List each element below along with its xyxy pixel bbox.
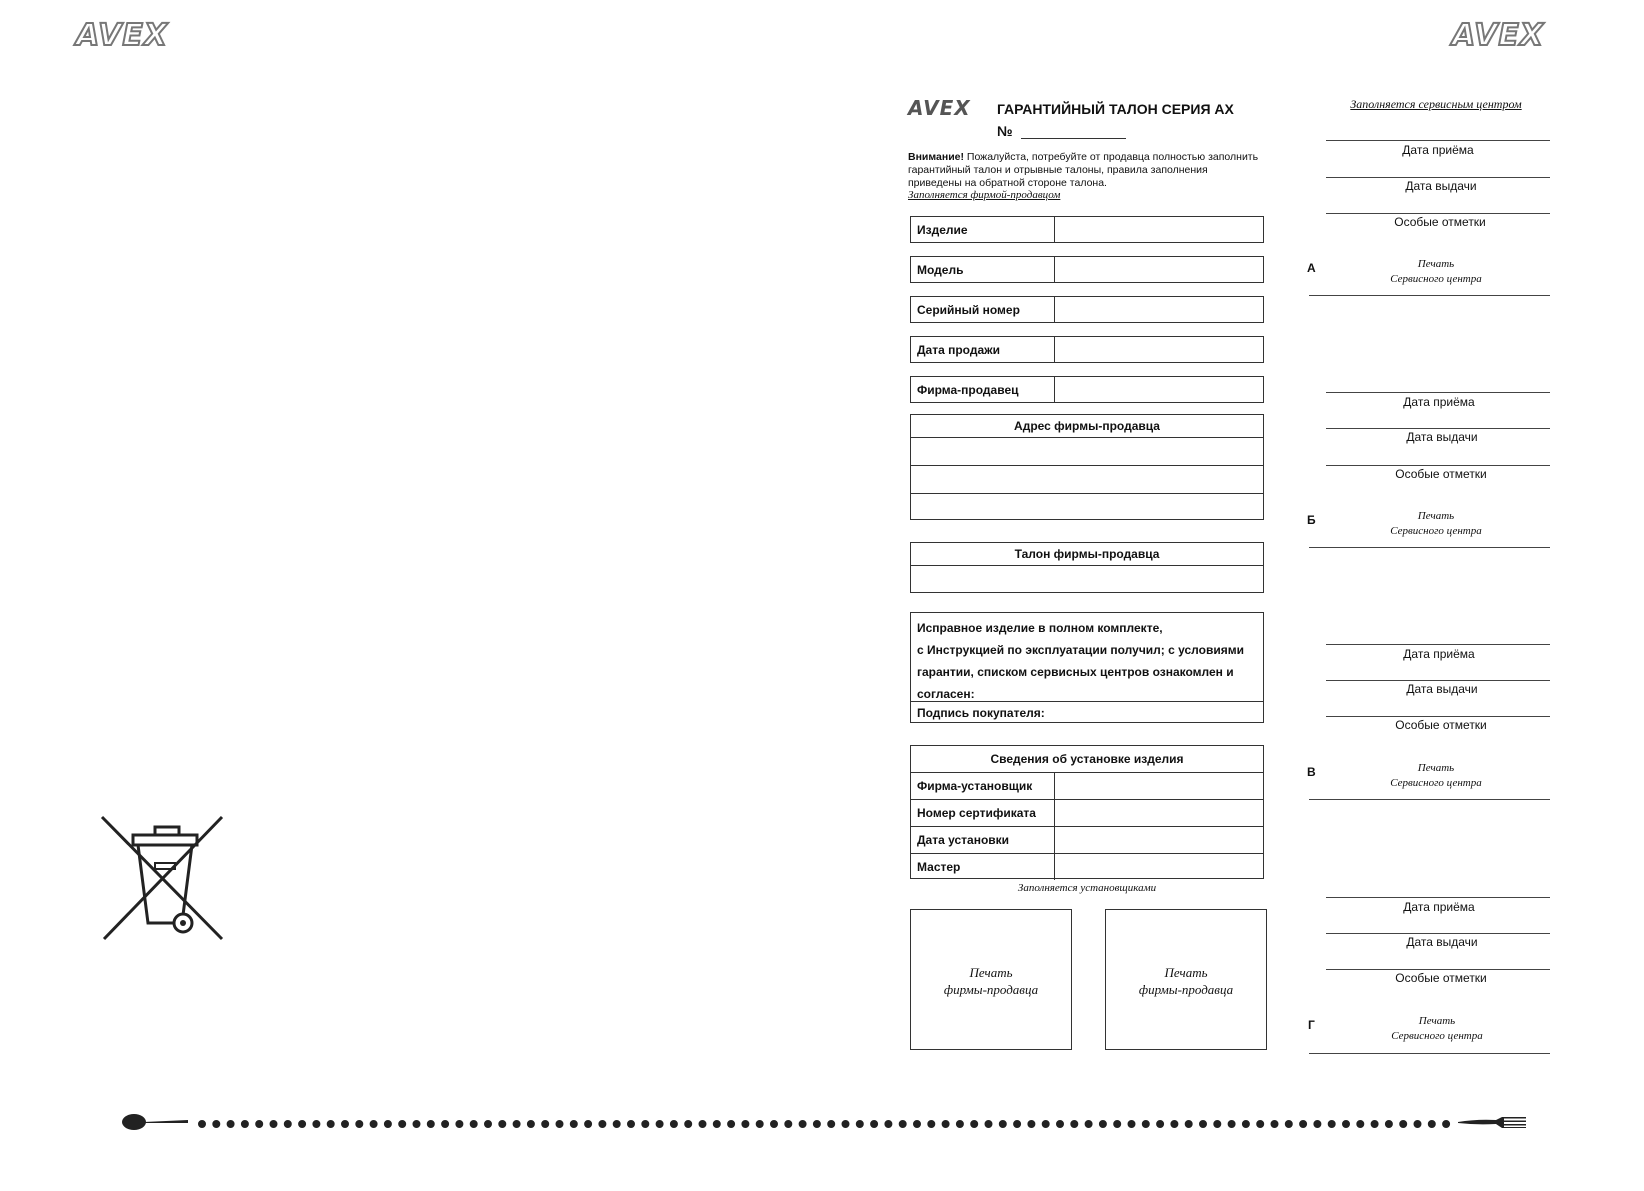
stamp-line-2: Сервисного центра	[1390, 777, 1482, 789]
seller-stamp-text	[1106, 964, 1266, 998]
install-value[interactable]	[1055, 827, 1263, 853]
seller-stamp-box-2	[1105, 909, 1267, 1050]
service-d-date-out: Дата выдачи	[1406, 935, 1478, 949]
seller-stamp-box-1	[910, 909, 1072, 1050]
field-label: Фирма-продавец	[911, 377, 1055, 402]
service-b-line-top	[1326, 392, 1550, 393]
install-row-firm	[911, 773, 1263, 800]
service-c-date-out: Дата выдачи	[1406, 682, 1478, 696]
stamp-line-1: Печать	[1417, 510, 1455, 522]
seller-stamp-line-1: Печать	[1164, 965, 1208, 980]
warning-line-3: приведены на обратной стороне талона.	[908, 177, 1107, 189]
service-c-date-in: Дата приёма	[1403, 647, 1475, 661]
agreement-line-4: согласен:	[917, 687, 975, 701]
service-b-date-out: Дата выдачи	[1406, 430, 1478, 444]
crossed-bin-icon	[100, 815, 224, 943]
service-a-line-3	[1326, 213, 1550, 214]
seller-stamp-line-2: фирмы-продавца	[943, 982, 1039, 997]
install-label: Дата установки	[911, 827, 1055, 853]
address-line-1[interactable]	[911, 438, 1263, 466]
form-number-line	[1021, 138, 1126, 139]
service-c-line-3	[1326, 716, 1550, 717]
brand-logo-right: AVEX	[1452, 18, 1545, 53]
install-row-date	[911, 827, 1263, 854]
service-d-line-bottom	[1309, 1053, 1550, 1054]
install-row-certificate	[911, 800, 1263, 827]
warning-line-1	[908, 151, 1268, 164]
seller-stamp-line-1: Печать	[969, 965, 1013, 980]
brand-logo-left: AVEX	[76, 18, 169, 53]
service-a-date-in: Дата приёма	[1402, 143, 1474, 157]
service-c-line-top	[1326, 644, 1550, 645]
install-block	[910, 745, 1264, 879]
field-sale-date	[910, 336, 1264, 363]
service-a-line-top	[1326, 140, 1550, 141]
stamp-line-2: Сервисного центра	[1390, 525, 1482, 537]
service-d-notes: Особые отметки	[1395, 971, 1487, 985]
service-d-line-3	[1326, 969, 1550, 970]
signature-row[interactable]	[911, 701, 1263, 724]
service-b-notes: Особые отметки	[1395, 467, 1487, 481]
field-value[interactable]	[1055, 217, 1263, 242]
field-label: Модель	[911, 257, 1055, 282]
install-value[interactable]	[1055, 773, 1263, 799]
install-row-master	[911, 854, 1263, 880]
service-b-date-in: Дата приёма	[1403, 395, 1475, 409]
install-label: Фирма-установщик	[911, 773, 1055, 799]
stamp-line-2: Сервисного центра	[1391, 1030, 1483, 1042]
install-label: Номер сертификата	[911, 800, 1055, 826]
service-d-letter: Г	[1308, 1018, 1315, 1032]
service-c-line-2	[1326, 680, 1550, 681]
dotted-line	[196, 1117, 1454, 1129]
service-d-date-in: Дата приёма	[1403, 900, 1475, 914]
service-a-letter: А	[1307, 261, 1316, 275]
warning-line-2: гарантийный талон и отрывные талоны, правила заполнения	[908, 164, 1208, 176]
seller-stamp-text	[911, 964, 1071, 998]
field-value[interactable]	[1055, 297, 1263, 322]
address-line-2[interactable]	[911, 466, 1263, 494]
address-line-3[interactable]	[911, 494, 1263, 521]
form-logo: AVEX	[908, 96, 971, 120]
spoon-icon	[122, 1112, 192, 1132]
field-label: Дата продажи	[911, 337, 1055, 362]
agreement-line-1: Исправное изделие в полном комплекте,	[917, 621, 1163, 635]
warning-text-1: Пожалуйста, потребуйте от продавца полностью заполнить	[963, 151, 1259, 163]
field-serial	[910, 296, 1264, 323]
service-c-line-bottom	[1309, 799, 1550, 800]
seller-coupon-field[interactable]	[911, 566, 1263, 593]
field-label: Изделие	[911, 217, 1055, 242]
seller-stamp-line-2: фирмы-продавца	[1138, 982, 1234, 997]
address-block	[910, 414, 1264, 520]
seller-note: Заполняется фирмой-продавцом	[908, 189, 1061, 201]
field-model	[910, 256, 1264, 283]
agreement-line-3: гарантии, списком сервисных центров ознакомлен и	[917, 665, 1234, 679]
service-b-line-3	[1326, 465, 1550, 466]
service-b-stamp	[1346, 509, 1526, 539]
address-header: Адрес фирмы-продавца	[911, 415, 1263, 438]
service-d-line-2	[1326, 933, 1550, 934]
service-header: Заполняется сервисным центром	[1350, 97, 1522, 111]
service-a-line-bottom	[1309, 295, 1550, 296]
seller-coupon-header: Талон фирмы-продавца	[911, 543, 1263, 566]
install-value[interactable]	[1055, 800, 1263, 826]
warning-label: Внимание!	[908, 151, 964, 163]
service-b-letter: Б	[1307, 513, 1316, 527]
seller-coupon-block	[910, 542, 1264, 593]
field-value[interactable]	[1055, 257, 1263, 282]
service-c-letter: В	[1307, 765, 1316, 779]
service-a-date-out: Дата выдачи	[1405, 179, 1477, 193]
field-product	[910, 216, 1264, 243]
warning-text	[908, 151, 1268, 190]
form-number-label: №	[997, 123, 1013, 139]
service-a-stamp	[1346, 257, 1526, 287]
field-seller	[910, 376, 1264, 403]
stamp-line-1: Печать	[1417, 762, 1455, 774]
signature-label: Подпись покупателя:	[917, 706, 1045, 720]
service-c-stamp	[1346, 761, 1526, 791]
agreement-text	[911, 613, 1263, 701]
field-value[interactable]	[1055, 337, 1263, 362]
service-a-notes: Особые отметки	[1394, 215, 1486, 229]
field-label: Серийный номер	[911, 297, 1055, 322]
service-b-line-bottom	[1309, 547, 1550, 548]
field-value[interactable]	[1055, 377, 1263, 402]
agreement-line-2: с Инструкцией по эксплуатации получил; с условиями	[917, 643, 1244, 657]
service-c-notes: Особые отметки	[1395, 718, 1487, 732]
fork-icon	[1456, 1112, 1528, 1132]
stamp-line-1: Печать	[1418, 1015, 1456, 1027]
service-b-line-2	[1326, 428, 1550, 429]
install-header: Сведения об установке изделия	[911, 746, 1263, 773]
agreement-block	[910, 612, 1264, 723]
stamp-line-2: Сервисного центра	[1390, 273, 1482, 285]
installer-note: Заполняется установщиками	[1017, 882, 1157, 894]
stamp-line-1: Печать	[1417, 258, 1455, 270]
form-number	[997, 123, 1126, 139]
form-title: ГАРАНТИЙНЫЙ ТАЛОН СЕРИЯ AX	[997, 101, 1234, 117]
service-a-line-2	[1326, 177, 1550, 178]
install-value[interactable]	[1055, 854, 1263, 880]
service-d-stamp	[1347, 1014, 1527, 1044]
service-d-line-top	[1326, 897, 1550, 898]
install-label: Мастер	[911, 854, 1055, 880]
